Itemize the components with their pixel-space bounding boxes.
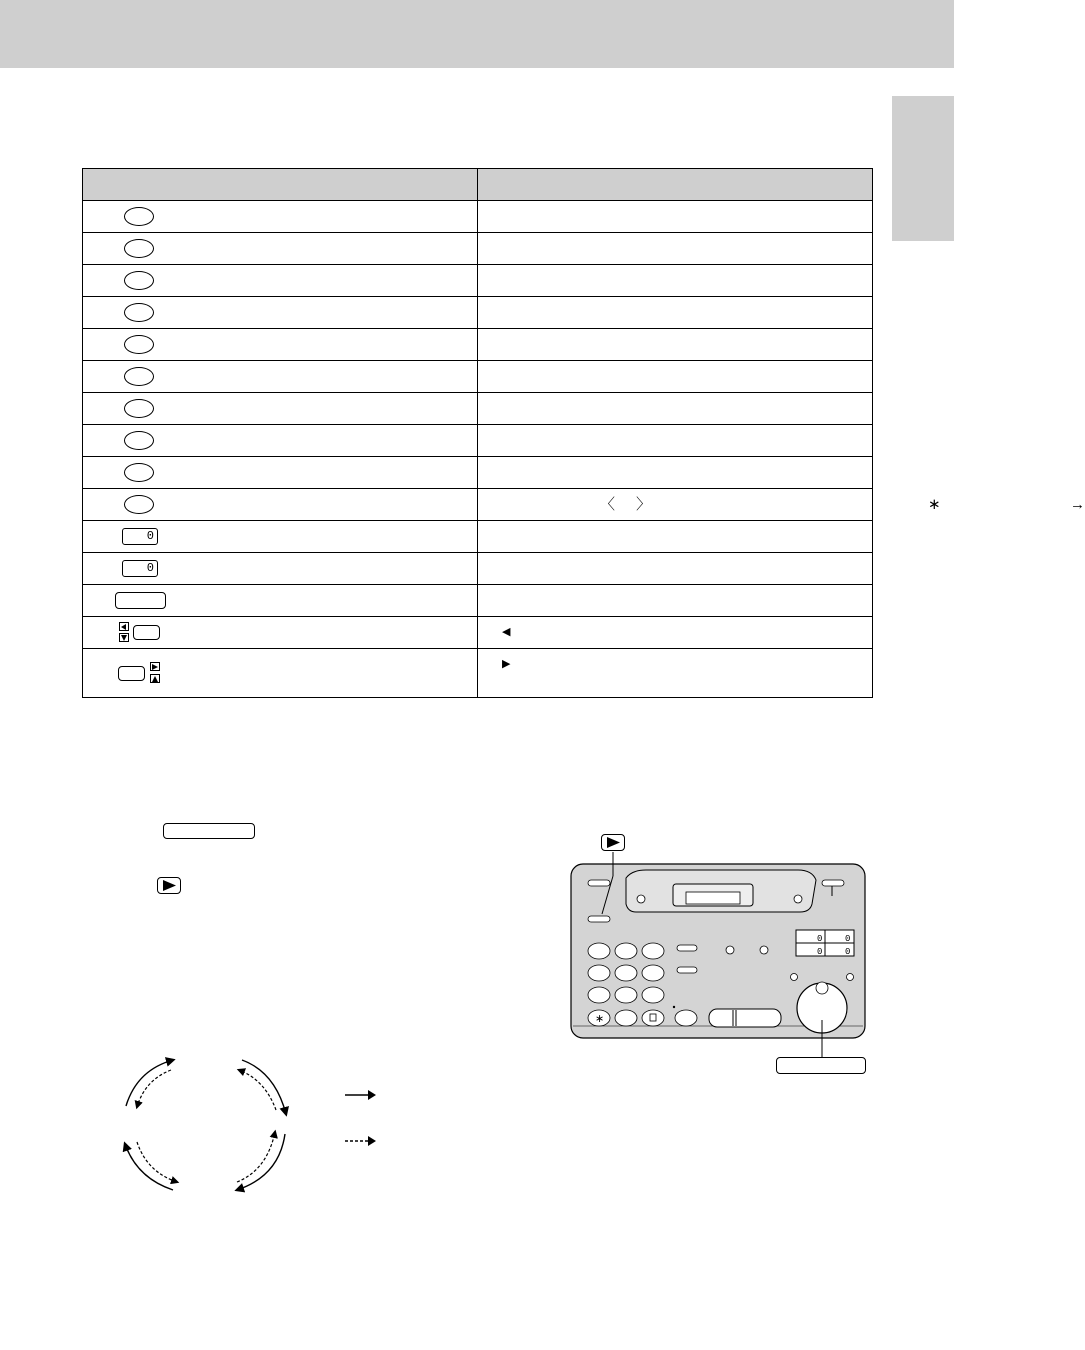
table-row (83, 489, 873, 521)
triangle-left-glyph: ◀ (502, 626, 511, 638)
oval-key-icon (124, 367, 154, 386)
oval-key-icon (124, 239, 154, 258)
table-row (83, 393, 873, 425)
oval-key-icon (124, 271, 154, 290)
table-row (83, 329, 873, 361)
right-angle-glyph: 〉 (636, 496, 652, 513)
row-description (478, 457, 873, 489)
row-description (478, 553, 873, 585)
triangle-right-glyph: ▶ (502, 658, 511, 670)
header-key (83, 169, 478, 201)
svg-text:0: 0 (817, 947, 823, 957)
table-row (83, 201, 873, 233)
table-row (83, 649, 873, 698)
play-callout-icon (601, 834, 625, 851)
row-description (478, 617, 873, 649)
oval-key-icon (124, 303, 154, 322)
table-row (83, 265, 873, 297)
station-key-digit: 0 (146, 561, 154, 575)
solid-arc (242, 1060, 286, 1114)
oval-key-icon (124, 463, 154, 482)
table-row (83, 425, 873, 457)
table-row (83, 297, 873, 329)
row-description (478, 361, 873, 393)
dotted-arc (239, 1070, 276, 1110)
play-icon (157, 877, 181, 894)
svg-text:0: 0 (845, 947, 851, 957)
table-row (83, 233, 873, 265)
navigator-key-right-icon (118, 666, 145, 681)
key-description-table (82, 168, 1085, 698)
header-description (478, 169, 873, 201)
solid-arrow-legend-icon (344, 1087, 378, 1103)
station-key-digit: 0 (146, 529, 154, 543)
table-row (83, 553, 873, 585)
dotted-arc (137, 1142, 177, 1182)
row-description (478, 585, 873, 617)
row-description (478, 201, 873, 233)
right-arrow-glyph: → (1070, 496, 1085, 513)
triangle-up-icon (150, 674, 160, 683)
control-panel-illustration (566, 850, 870, 1075)
row-description (478, 329, 873, 361)
row-description (478, 233, 873, 265)
solid-arc (125, 1144, 173, 1190)
table-row (83, 585, 873, 617)
row-description (478, 297, 873, 329)
table-row (83, 361, 873, 393)
dial-callout-label-icon (776, 1057, 866, 1074)
dotted-arc (237, 1132, 275, 1182)
table-row (83, 521, 873, 553)
row-description (478, 265, 873, 297)
oval-key-icon (124, 335, 154, 354)
cycle-diagram (115, 1052, 300, 1197)
row-description (478, 521, 873, 553)
station-key-icon (122, 528, 158, 545)
dotted-arc (137, 1070, 171, 1107)
triangle-left-icon (119, 622, 129, 631)
svg-text:0: 0 (817, 934, 823, 944)
solid-arc (237, 1134, 285, 1190)
table-row (83, 617, 873, 649)
svg-text:0: 0 (845, 934, 851, 944)
row-description (478, 649, 873, 698)
table-row (83, 457, 873, 489)
asterisk-glyph: ∗ (928, 496, 941, 513)
triangle-right-icon (150, 662, 160, 671)
table-header-row (83, 169, 873, 201)
navigator-key-left-icon (133, 625, 160, 640)
oval-key-icon (124, 207, 154, 226)
row-description (478, 393, 873, 425)
station-key-icon (122, 560, 158, 577)
dotted-arrow-legend-icon (344, 1133, 378, 1149)
header-band (0, 0, 954, 68)
triangle-down-icon (119, 633, 129, 642)
oval-key-icon (124, 431, 154, 450)
side-tab (892, 96, 954, 241)
oval-key-icon (124, 495, 154, 514)
oval-key-icon (124, 399, 154, 418)
left-angle-glyph: 〈 (600, 496, 616, 513)
inline-wide-key-icon (163, 823, 255, 839)
svg-text:∗: ∗ (595, 1012, 605, 1025)
row-description (478, 489, 1085, 521)
wide-key-icon (115, 592, 166, 609)
solid-arc (126, 1060, 173, 1106)
row-description (478, 425, 873, 457)
